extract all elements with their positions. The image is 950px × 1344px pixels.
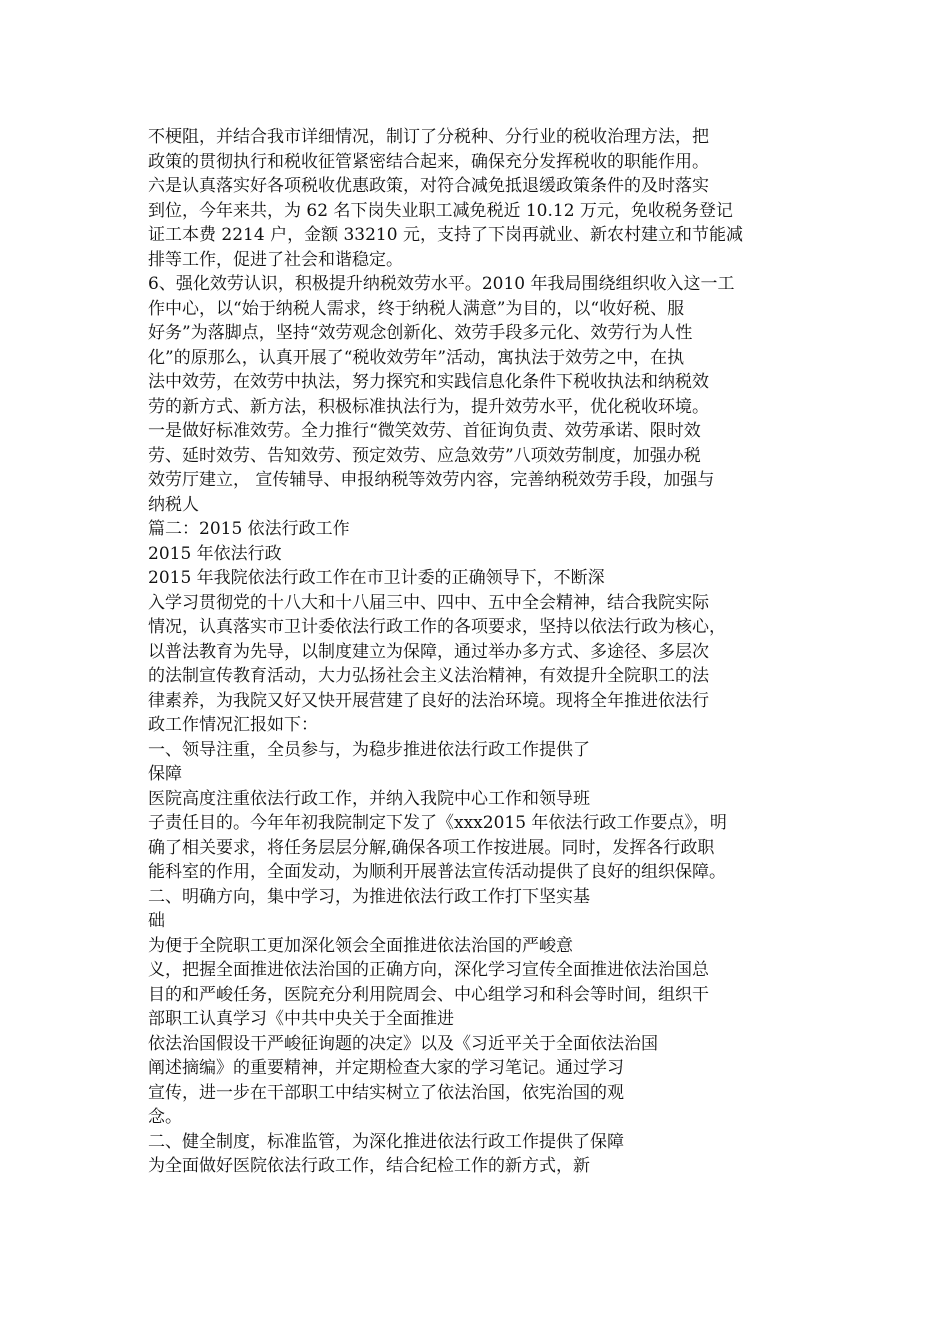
- text-line: 6、强化效劳认识，积极提升纳税效劳水平。2010 年我局围绕组织收入这一工: [148, 274, 735, 294]
- text-line: 子责任目的。今年年初我院制定下发了《xxx2015 年依法行政工作要点》，明: [148, 813, 727, 833]
- text-line: 能科室的作用，全面发动，为顺利开展普法宣传活动提供了良好的组织保障。: [148, 862, 726, 882]
- text-line: 的法制宣传教育活动，大力弘扬社会主义法治精神，有效提升全院职工的法: [148, 666, 709, 686]
- text-line: 劳的新方式、新方法，积极标准执法行为，提升效劳水平，优化税收环境。: [148, 396, 709, 417]
- text-line: 法中效劳，在效劳中执法，努力探究和实践信息化条件下税收执法和纳税效: [148, 372, 709, 392]
- text-line: 效劳厅建立， 宣传辅导、申报纳税等效劳内容，完善纳税效劳手段，加强与: [148, 470, 715, 490]
- text-line: 为便于全院职工更加深化领会全面推进依法治国的严峻意: [148, 935, 573, 956]
- section-heading: 二、明确方向，集中学习，为推进依法行政工作打下坚实基: [148, 886, 590, 907]
- text-line: 2015 年我院依法行政工作在市卫计委的正确领导下，不断深: [148, 568, 605, 588]
- text-line: 义，把握全面推进依法治国的正确方向，深化学习宣传全面推进依法治国总: [148, 960, 709, 980]
- text-line: 为全面做好医院依法行政工作，结合纪检工作的新方式，新: [148, 1156, 590, 1176]
- text-line: 情况，认真落实市卫计委依法行政工作的各项要求，坚持以依法行政为核心，: [148, 617, 726, 637]
- text-line: 政策的贯彻执行和税收征管紧密结合起来，确保充分发挥税收的职能作用。: [148, 151, 709, 172]
- text-line: 确了相关要求，将任务层层分解,确保各项工作按进展。同时，发挥各行政职: [148, 837, 715, 858]
- document-title: 2015 年依法行政: [148, 543, 282, 564]
- text-line: 排等工作，促进了社会和谐稳定。: [148, 249, 403, 270]
- text-line: 阐述摘编》的重要精神，并定期检查大家的学习笔记。通过学习: [148, 1058, 624, 1078]
- text-line: 好务”为落脚点，坚持“效劳观念创新化、效劳手段多元化、效劳行为人性: [148, 323, 693, 343]
- text-line: 化”的原那么，认真开展了“税收效劳年”活动，寓执法于效劳之中，在执: [148, 347, 685, 368]
- section-heading: 保障: [148, 764, 182, 784]
- document-body: [148, 125, 808, 1179]
- text-line: 律素养，为我院又好又快开展营建了良好的法治环境。现将全年推进依法行: [148, 690, 709, 711]
- text-line: 证工本费 2214 户，金额 33210 元，支持了下岗再就业、新农村建立和节能减: [148, 225, 743, 245]
- section-title: 篇二：2015 依法行政工作: [148, 519, 350, 539]
- text-line: 部职工认真学习《中共中央关于全面推进: [148, 1009, 454, 1029]
- text-line: 一是做好标准效劳。全力推行“微笑效劳、首征询负责、效劳承诺、限时效: [148, 421, 701, 441]
- text-line: 念。: [148, 1107, 182, 1127]
- section-heading: 一、领导注重，全员参与，为稳步推进依法行政工作提供了: [148, 739, 590, 760]
- text-line: 宣传，进一步在干部职工中结实树立了依法治国，依宪治国的观: [148, 1082, 624, 1103]
- text-line: 以普法教育为先导，以制度建立为保障，通过举办多方式、多途径、多层次: [148, 641, 709, 662]
- text-line: 目的和严峻任务，医院充分利用院周会、中心组学习和科会等时间，组织干: [148, 984, 709, 1005]
- text-line: 不梗阻，并结合我市详细情况，制订了分税种、分行业的税收治理方法，把: [148, 127, 709, 147]
- text-line: 政工作情况汇报如下：: [148, 715, 318, 735]
- text-line: 入学习贯彻党的十八大和十八届三中、四中、五中全会精神，结合我院实际: [148, 592, 709, 613]
- text-line: 纳税人: [148, 494, 199, 515]
- text-line: 依法治国假设干严峻征询题的决定》以及《习近平关于全面依法治国: [148, 1033, 658, 1054]
- text-line: 作中心，以“始于纳税人需求，终于纳税人满意”为目的，以“收好税、服: [148, 298, 685, 319]
- text-line: 到位，今年来共，为 62 名下岗失业职工减免税近 10.12 万元，免收税务登记: [148, 200, 733, 221]
- text-line: 医院高度注重依法行政工作，并纳入我院中心工作和领导班: [148, 788, 590, 809]
- text-line: 劳、延时效劳、告知效劳、预定效劳、应急效劳”八项效劳制度，加强办税: [148, 445, 701, 466]
- section-heading: 二、健全制度，标准监管，为深化推进依法行政工作提供了保障: [148, 1131, 624, 1152]
- section-heading: 础: [148, 911, 165, 931]
- text-line: 六是认真落实好各项税收优惠政策，对符合减免抵退缓政策条件的及时落实: [148, 176, 709, 196]
